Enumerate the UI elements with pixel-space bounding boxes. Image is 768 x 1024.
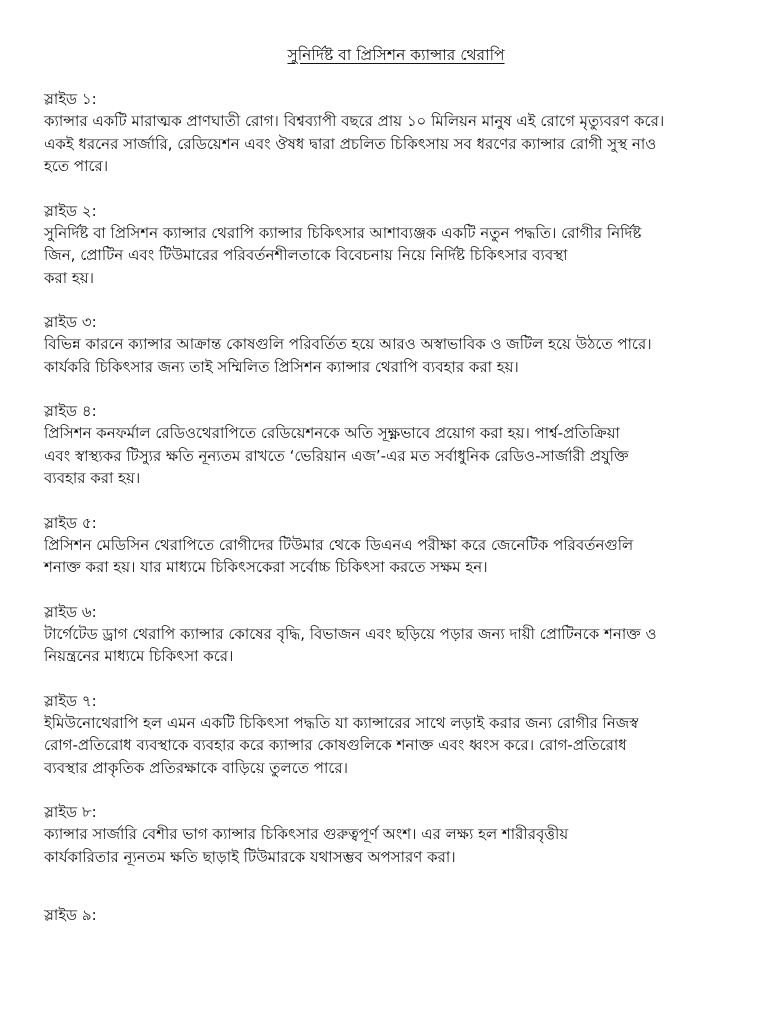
text-line: একই ধরনের সার্জারি, রেডিয়েশন এবং ঔষধ দ্বারা প্রচলিত চিকিৎসায় সব ধরণের ক্যান্সার রোগী সুস্থ নাও [44, 134, 657, 153]
slide-heading: স্লাইড ৭: [44, 691, 97, 710]
slide-body [44, 623, 728, 668]
slide-heading: স্লাইড ৩: [44, 313, 97, 331]
text-line: নিয়ন্ত্রনের মাধ্যমে চিকিৎসা করে। [44, 647, 234, 665]
text-line: প্রিসিশন মেডিসিন থেরাপিতে রোগীদের টিউমার থেকে ডিএনএ পরীক্ষা করে জেনেটিক পরিবর্তনগুলি [44, 535, 634, 554]
text-line: ক্যান্সার একটি মারাত্মক প্রাণঘাতী রোগ। বিশ্বব্যাপী বছরে প্রায় ১০ মিলিয়ন মানুষ এই রোগে মৃত্যুবরণ করে। [44, 112, 665, 130]
text-line: টার্গেটেড ড্রাগ থেরাপি ক্যান্সার কোষের বৃদ্ধি, বিভাজন এবং ছড়িয়ে পড়ার জন্য দায়ী প্রোটিনকে শনাক্ত ও [44, 624, 657, 643]
slide-heading: স্লাইড ১: [44, 90, 97, 108]
text-line: সুনির্দিষ্ট বা প্রিসিশন ক্যান্সার থেরাপি ক্যান্সার চিকিৎসার আশাব্যঞ্জক একটি নতুন পদ্ধতি। রোগীর নির্দিষ্ট [44, 223, 642, 242]
text-line: ব্যবস্থার প্রাকৃতিক প্রতিরক্ষাকে বাড়িয়ে তুলতে পারে। [44, 758, 348, 777]
slide-body [44, 222, 728, 290]
slide-heading: স্লাইড ৬: [44, 602, 97, 621]
slide-3 [44, 311, 728, 378]
text-line: করা হয়। [44, 268, 94, 287]
slide-6 [44, 601, 728, 668]
text-line: বিভিন্ন কারনে ক্যান্সার আক্রান্ত কোষগুলি পরিবর্তিত হয়ে আরও অস্বাভাবিক ও জটিল হয়ে উঠতে পারে। [44, 335, 652, 353]
text-line: হতে পারে। [44, 157, 109, 175]
slide-heading: স্লাইড ৫: [44, 513, 97, 532]
slide-9 [44, 904, 728, 926]
document-title: সুনির্দিষ্ট বা প্রিসিশন ক্যান্সার থেরাপি [287, 46, 505, 64]
slide-body [44, 110, 728, 178]
text-line: প্রিসিশন কনফর্মাল রেডিওথেরাপিতে রেডিয়েশনকে অতি সূক্ষ্ণভাবে প্রয়োগ করা হয়। পার্শ্ব-প্রতিক্রিয়া [44, 424, 620, 442]
slide-body [44, 422, 728, 490]
slide-7 [44, 690, 728, 780]
text-line: এবং স্বাস্থ্যকর টিস্যুর ক্ষতি নূন্যতম রাখতে ‘ভেরিয়ান এজ’-এর মত সর্বাধুনিক রেডিও-সার্জারী প্রযুক্তি [44, 446, 629, 465]
slide-heading: স্লাইড ৯: [44, 906, 97, 924]
slide-heading: স্লাইড ২: [44, 201, 97, 220]
slide-body [44, 333, 728, 378]
slide-body [44, 712, 728, 780]
text-line: ক্যান্সার সার্জারি বেশীর ভাগ ক্যান্সার চিকিৎসার গুরুত্বপূর্ণ অংশ। এর লক্ষ্য হল শারীরবৃত্তীয় [44, 825, 569, 843]
text-line: ব্যবহার করা হয়। [44, 469, 141, 487]
text-line: জিন, প্রোটিন এবং টিউমারের পরিবর্তনশীলতাকে বিবেচনায় নিয়ে নির্দিষ্ট চিকিৎসার ব্যবস্থা [44, 246, 568, 264]
slide-body [44, 823, 728, 868]
text-line: কার্যকারিতার ন্যূনতম ক্ষতি ছাড়াই টিউমারকে যথাসম্ভব অপসারণ করা। [44, 847, 456, 866]
text-line: ইমিউনোথেরাপি হল এমন একটি চিকিৎসা পদ্ধতি যা ক্যান্সারের সাথে লড়াই করার জন্য রোগীর নিজস্ব [44, 713, 639, 732]
slide-4 [44, 400, 728, 490]
slide-5 [44, 512, 728, 579]
slide-8 [44, 801, 728, 868]
slide-body [44, 534, 728, 579]
slide-2 [44, 200, 728, 290]
text-line: রোগ-প্রতিরোধ ব্যবস্থাকে ব্যবহার করে ক্যান্সার কোষগুলিকে শনাক্ত এবং ধ্বংস করে। রোগ-প্রতিরোধ [44, 736, 627, 754]
text-line: কার্যকরি চিকিৎসার জন্য তাই সম্মিলিত প্রিসিশন ক্যান্সার থেরাপি ব্যবহার করা হয়। [44, 357, 519, 376]
text-line: শনাক্ত করা হয়। যার মাধ্যমে চিকিৎসকেরা সর্বোচ্চ চিকিৎসা করতে সক্ষম হন। [44, 558, 488, 576]
slide-1 [44, 88, 728, 178]
slide-heading: স্লাইড ৪: [44, 402, 97, 420]
slide-heading: স্লাইড ৮: [44, 803, 97, 821]
